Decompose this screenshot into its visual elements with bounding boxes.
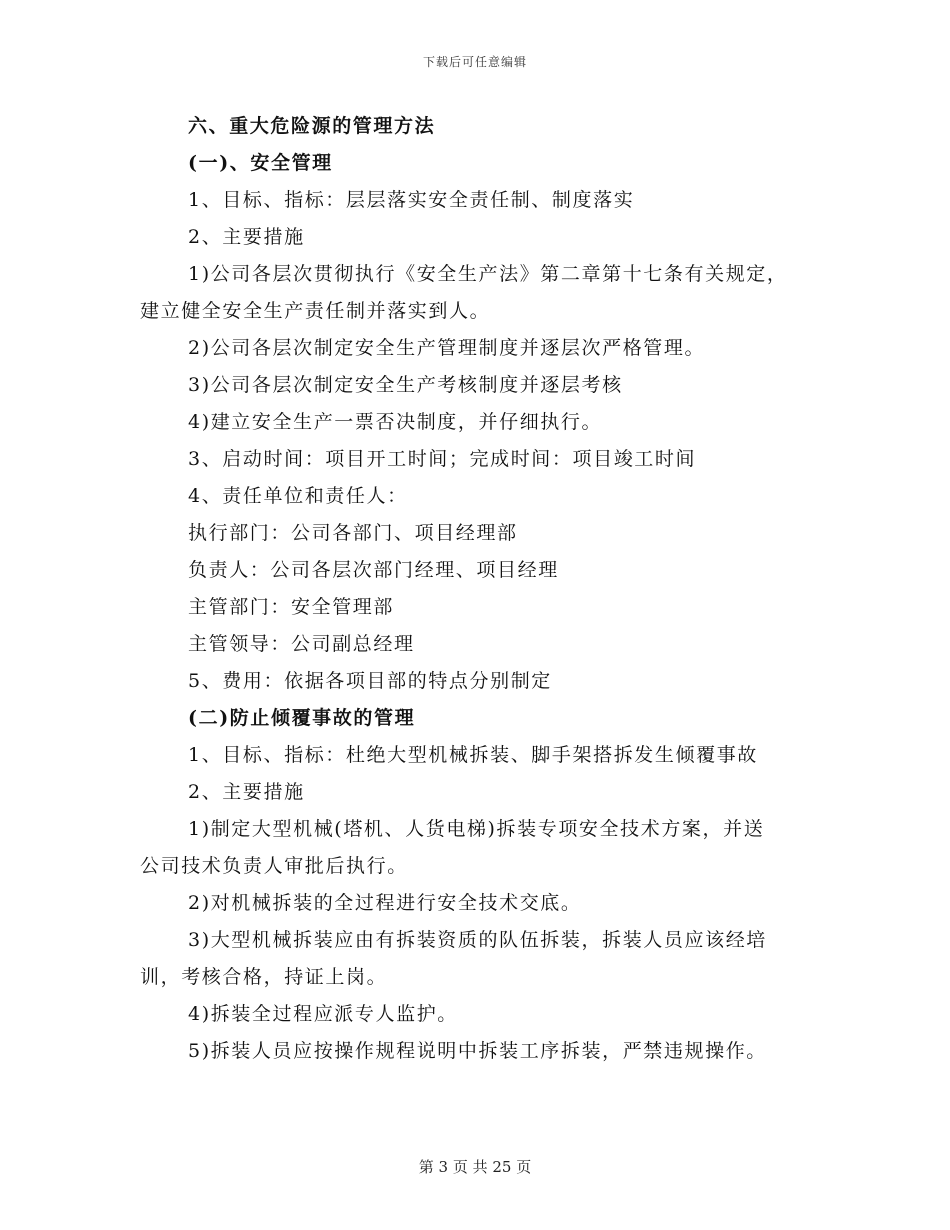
- paragraph-line: 主管部门：安全管理部: [188, 596, 395, 618]
- section-heading: 六、重大危险源的管理方法: [188, 115, 436, 137]
- paragraph-line: 1)制定大型机械(塔机、人货电梯)拆装专项安全技术方案，并送: [188, 818, 765, 840]
- paragraph-line: 5、费用：依据各项目部的特点分别制定: [188, 670, 552, 692]
- paragraph-line: 建立健全安全生产责任制并落实到人。: [140, 300, 491, 322]
- paragraph-line: 3)公司各层次制定安全生产考核制度并逐层考核: [188, 374, 623, 396]
- paragraph-line: 4、责任单位和责任人：: [188, 485, 408, 507]
- document-body: [140, 108, 820, 1070]
- paragraph-line: 4)建立安全生产一票否决制度，并仔细执行。: [188, 411, 603, 433]
- paragraph-line: 公司技术负责人审批后执行。: [140, 855, 408, 877]
- paragraph-line: 1)公司各层次贯彻执行《安全生产法》第二章第十七条有关规定，: [188, 263, 788, 285]
- page-header-note: 下载后可任意编辑: [422, 55, 527, 69]
- paragraph-line: 2)对机械拆装的全过程进行安全技术交底。: [188, 892, 582, 914]
- paragraph-line: 训，考核合格，持证上岗。: [140, 966, 388, 988]
- paragraph-line: 3)大型机械拆装应由有拆装资质的队伍拆装，拆装人员应该经培: [188, 929, 767, 951]
- paragraph-line: 5)拆装人员应按操作规程说明中拆装工序拆装，严禁违规操作。: [188, 1040, 767, 1062]
- paragraph-line: 负责人：公司各层次部门经理、项目经理: [188, 559, 559, 581]
- page-number: 第 3 页 共 25 页: [418, 1158, 532, 1176]
- subsection-heading: (二)防止倾覆事故的管理: [188, 707, 416, 729]
- paragraph-line: 3、启动时间：项目开工时间；完成时间：项目竣工时间: [188, 448, 697, 470]
- paragraph-line: 1、目标、指标：杜绝大型机械拆装、脚手架搭拆发生倾覆事故: [188, 744, 758, 766]
- subsection-heading: (一)、安全管理: [188, 152, 333, 174]
- paragraph-line: 执行部门：公司各部门、项目经理部: [188, 522, 518, 544]
- paragraph-line: 4)拆装全过程应派专人监护。: [188, 1003, 458, 1025]
- paragraph-line: 2)公司各层次制定安全生产管理制度并逐层次严格管理。: [188, 337, 706, 359]
- paragraph-line: 主管领导：公司副总经理: [188, 633, 415, 655]
- paragraph-line: 2、主要措施: [188, 781, 305, 803]
- paragraph-line: 1、目标、指标：层层落实安全责任制、制度落实: [188, 189, 635, 211]
- paragraph-line: 2、主要措施: [188, 226, 305, 248]
